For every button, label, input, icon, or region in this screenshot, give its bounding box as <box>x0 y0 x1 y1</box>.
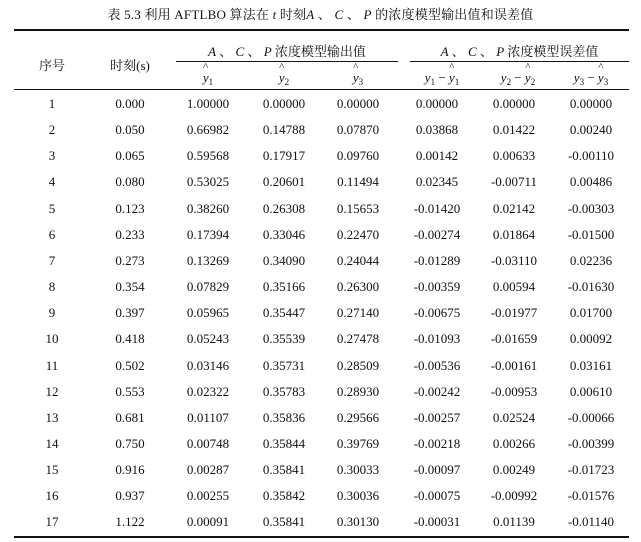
cell-yhat3: 0.39769 <box>336 436 380 451</box>
cell-yhat2: 0.35842 <box>262 488 306 503</box>
minus-sign: − <box>511 70 525 85</box>
hat-mark: ^ <box>203 61 209 73</box>
cell-index: 10 <box>45 331 59 346</box>
cell-index: 15 <box>45 462 59 477</box>
cell-yhat1: 0.59568 <box>186 148 230 163</box>
header-group-output <box>176 41 398 60</box>
cell-err3: -0.01723 <box>567 462 615 477</box>
cell-err1: -0.00359 <box>413 279 461 294</box>
cell-err3: -0.00066 <box>567 410 615 425</box>
cell-err1: -0.00031 <box>413 514 461 529</box>
cell-err1: -0.00257 <box>413 410 461 425</box>
header-time: 时刻(s) <box>110 58 150 73</box>
cell-yhat3: 0.30130 <box>336 514 380 529</box>
cell-err1: -0.00675 <box>413 305 461 320</box>
cell-time: 0.233 <box>115 227 145 242</box>
error-group-rule <box>410 61 629 62</box>
cell-err2: 0.01422 <box>492 122 536 137</box>
header-bottom-rule <box>14 89 629 90</box>
cell-err3: -0.00399 <box>567 436 615 451</box>
cell-index: 5 <box>48 201 56 216</box>
cell-yhat1: 0.53025 <box>186 174 230 189</box>
cell-err3: -0.01576 <box>567 488 615 503</box>
cell-index: 17 <box>45 514 59 529</box>
var-sub: 3 <box>603 77 609 87</box>
group-output-a: A <box>208 44 217 59</box>
cell-yhat3: 0.24044 <box>336 253 380 268</box>
cell-time: 0.397 <box>115 305 145 320</box>
table-top-rule <box>14 29 629 31</box>
cell-err2: 0.00249 <box>492 462 536 477</box>
cell-yhat2: 0.26308 <box>262 201 306 216</box>
cell-err2: 0.00633 <box>492 148 536 163</box>
cell-yhat3: 0.00000 <box>336 96 380 111</box>
cell-err1: -0.00075 <box>413 488 461 503</box>
cell-yhat2: 0.35841 <box>262 514 306 529</box>
cell-yhat1: 0.01107 <box>187 410 229 425</box>
caption-c: C <box>334 7 344 22</box>
cell-err1: -0.01093 <box>413 331 461 346</box>
cell-time: 0.750 <box>115 436 145 451</box>
cell-yhat3: 0.27478 <box>336 331 380 346</box>
cell-yhat1: 0.13269 <box>186 253 230 268</box>
cell-err1: -0.00274 <box>413 227 461 242</box>
var-sub: 2 <box>530 77 536 87</box>
cell-err3: 0.00092 <box>569 331 613 346</box>
header-error-2 <box>480 61 556 87</box>
cell-time: 0.916 <box>115 462 145 477</box>
header-yhat-3 <box>326 61 390 87</box>
cell-yhat2: 0.14788 <box>262 122 306 137</box>
minus-sign: − <box>584 70 598 85</box>
cell-err3: -0.01140 <box>567 514 615 529</box>
header-error-3 <box>553 61 629 87</box>
cell-err3: 0.03161 <box>569 358 613 373</box>
cell-yhat3: 0.26300 <box>336 279 380 294</box>
caption-suffix: 的浓度模型输出值和误差值 <box>375 7 534 22</box>
group-output-sep-2: 、 <box>244 44 264 59</box>
cell-yhat1: 0.02322 <box>186 384 230 399</box>
cell-time: 0.354 <box>115 279 145 294</box>
group-error-a: A <box>440 44 449 59</box>
cell-yhat2: 0.35731 <box>262 358 306 373</box>
cell-index: 12 <box>45 384 59 399</box>
cell-err2: -0.00953 <box>490 384 538 399</box>
caption-sep-1: 、 <box>314 7 335 22</box>
cell-time: 0.502 <box>115 358 145 373</box>
cell-yhat1: 0.00287 <box>186 462 230 477</box>
cell-err1: -0.01420 <box>413 201 461 216</box>
cell-err1: 0.02345 <box>415 174 459 189</box>
cell-time: 1.122 <box>115 514 145 529</box>
cell-yhat1: 0.66982 <box>186 122 230 137</box>
cell-err1: -0.00218 <box>413 436 461 451</box>
cell-yhat3: 0.28930 <box>336 384 380 399</box>
var-y: y <box>500 70 507 85</box>
cell-index: 16 <box>45 488 59 503</box>
var-sub: 1 <box>430 77 436 87</box>
cell-time: 0.553 <box>115 384 145 399</box>
cell-index: 7 <box>48 253 56 268</box>
cell-index: 2 <box>48 122 56 137</box>
var-sub: 3 <box>579 77 585 87</box>
cell-index: 9 <box>48 305 56 320</box>
cell-err3: -0.00303 <box>567 201 615 216</box>
cell-yhat2: 0.35783 <box>262 384 306 399</box>
cell-yhat2: 0.00000 <box>262 96 306 111</box>
cell-err1: 0.03868 <box>415 122 459 137</box>
hat-mark: ^ <box>525 61 531 73</box>
group-error-tail: 浓度模型误差值 <box>507 44 599 59</box>
cell-err3: 0.00610 <box>569 384 613 399</box>
cell-err2: -0.03110 <box>490 253 538 268</box>
cell-err1: 0.00142 <box>415 148 459 163</box>
cell-yhat3: 0.30036 <box>336 488 380 503</box>
group-error-sep-2: 、 <box>476 44 497 59</box>
cell-yhat3: 0.11494 <box>337 174 379 189</box>
var-sub: 1 <box>208 77 214 87</box>
cell-yhat2: 0.34090 <box>262 253 306 268</box>
header-group-error <box>410 41 629 60</box>
group-output-c: C <box>235 44 245 59</box>
cell-time: 0.937 <box>115 488 145 503</box>
cell-err2: 0.02524 <box>492 410 536 425</box>
cell-yhat1: 1.00000 <box>186 96 230 111</box>
cell-err2: -0.01659 <box>490 331 538 346</box>
cell-yhat3: 0.22470 <box>336 227 380 242</box>
cell-time: 0.080 <box>115 174 145 189</box>
cell-err1: -0.00242 <box>413 384 461 399</box>
cell-index: 11 <box>45 358 59 373</box>
caption-a: A <box>306 7 315 22</box>
hat-mark: ^ <box>279 61 285 73</box>
cell-yhat3: 0.07870 <box>336 122 380 137</box>
cell-yhat2: 0.17917 <box>262 148 306 163</box>
header-yhat-2 <box>252 61 316 87</box>
cell-time: 0.123 <box>115 201 145 216</box>
header-index: 序号 <box>38 58 65 73</box>
cell-yhat1: 0.00091 <box>186 514 230 529</box>
group-error-p: P <box>496 44 505 59</box>
group-error-sep-1: 、 <box>448 44 469 59</box>
cell-yhat1: 0.05965 <box>186 305 230 320</box>
cell-yhat2: 0.35836 <box>262 410 306 425</box>
header-error-1 <box>404 61 480 87</box>
cell-index: 14 <box>45 436 59 451</box>
header-yhat-1 <box>176 61 240 87</box>
cell-err2: 0.02142 <box>492 201 536 216</box>
cell-yhat1: 0.38260 <box>186 201 230 216</box>
cell-index: 6 <box>48 227 56 242</box>
cell-err1: -0.01289 <box>413 253 461 268</box>
cell-yhat3: 0.27140 <box>336 305 380 320</box>
caption-sep-2: 、 <box>343 7 364 22</box>
cell-yhat2: 0.35447 <box>262 305 306 320</box>
var-y: y <box>278 70 285 85</box>
cell-err2: -0.00992 <box>490 488 538 503</box>
caption-t: t <box>272 7 277 22</box>
hat-mark: ^ <box>449 61 455 73</box>
var-y: y <box>424 70 431 85</box>
table-caption <box>0 4 641 23</box>
cell-yhat3: 0.09760 <box>336 148 380 163</box>
cell-index: 8 <box>48 279 56 294</box>
cell-time: 0.000 <box>115 96 145 111</box>
cell-index: 4 <box>48 174 56 189</box>
cell-time: 0.065 <box>115 148 145 163</box>
cell-err2: 0.01139 <box>493 514 535 529</box>
cell-err3: 0.02236 <box>569 253 613 268</box>
output-group-rule <box>176 61 398 62</box>
cell-err1: -0.00097 <box>413 462 461 477</box>
hat-mark: ^ <box>598 61 604 73</box>
cell-err1: 0.00000 <box>415 96 459 111</box>
cell-err3: -0.00110 <box>567 148 615 163</box>
cell-err1: -0.00536 <box>413 358 461 373</box>
cell-err2: 0.00266 <box>492 436 536 451</box>
caption-p: P <box>363 7 372 22</box>
group-output-sep-1: 、 <box>216 44 236 59</box>
cell-time: 0.681 <box>115 410 145 425</box>
cell-yhat3: 0.30033 <box>336 462 380 477</box>
var-sub: 2 <box>506 77 512 87</box>
cell-err3: -0.01500 <box>567 227 615 242</box>
var-y: y <box>597 70 604 85</box>
hat-mark: ^ <box>353 61 359 73</box>
cell-time: 0.050 <box>115 122 145 137</box>
cell-err3: 0.00486 <box>569 174 613 189</box>
cell-err3: 0.00240 <box>569 122 613 137</box>
cell-index: 3 <box>48 148 56 163</box>
cell-err2: 0.00594 <box>492 279 536 294</box>
group-error-c: C <box>468 44 477 59</box>
cell-yhat1: 0.17394 <box>186 227 230 242</box>
group-output-tail: 浓度模型输出值 <box>274 44 366 59</box>
cell-err3: -0.01630 <box>567 279 615 294</box>
var-y: y <box>352 70 359 85</box>
cell-yhat2: 0.35844 <box>262 436 306 451</box>
caption-prefix: 表 5.3 利用 AFTLBO 算法在 <box>107 7 270 22</box>
cell-yhat1: 0.03146 <box>186 358 230 373</box>
cell-yhat3: 0.15653 <box>336 201 380 216</box>
var-y: y <box>524 70 531 85</box>
cell-yhat2: 0.35166 <box>262 279 306 294</box>
group-output-p: P <box>263 44 272 59</box>
cell-err3: 0.01700 <box>569 305 613 320</box>
cell-time: 0.273 <box>115 253 145 268</box>
cell-err2: 0.01864 <box>492 227 536 242</box>
cell-err2: -0.01977 <box>490 305 538 320</box>
cell-index: 13 <box>45 410 59 425</box>
cell-err2: -0.00161 <box>490 358 538 373</box>
cell-yhat2: 0.33046 <box>262 227 306 242</box>
cell-yhat2: 0.20601 <box>262 174 306 189</box>
cell-yhat3: 0.28509 <box>336 358 380 373</box>
caption-mid: 时刻 <box>279 7 307 22</box>
cell-yhat1: 0.07829 <box>186 279 230 294</box>
var-y: y <box>448 70 455 85</box>
cell-yhat3: 0.29566 <box>336 410 380 425</box>
table-bottom-rule <box>14 536 629 538</box>
cell-time: 0.418 <box>115 331 145 346</box>
cell-yhat1: 0.05243 <box>186 331 230 346</box>
var-sub: 1 <box>454 77 460 87</box>
cell-yhat2: 0.35841 <box>262 462 306 477</box>
var-y: y <box>573 70 580 85</box>
var-sub: 2 <box>284 77 290 87</box>
cell-err3: 0.00000 <box>569 96 613 111</box>
var-y: y <box>202 70 209 85</box>
cell-err2: -0.00711 <box>490 174 538 189</box>
cell-yhat1: 0.00255 <box>186 488 230 503</box>
minus-sign: − <box>435 70 449 85</box>
cell-yhat2: 0.35539 <box>262 331 306 346</box>
cell-index: 1 <box>48 96 56 111</box>
cell-yhat1: 0.00748 <box>186 436 230 451</box>
cell-err2: 0.00000 <box>492 96 536 111</box>
var-sub: 3 <box>358 77 364 87</box>
